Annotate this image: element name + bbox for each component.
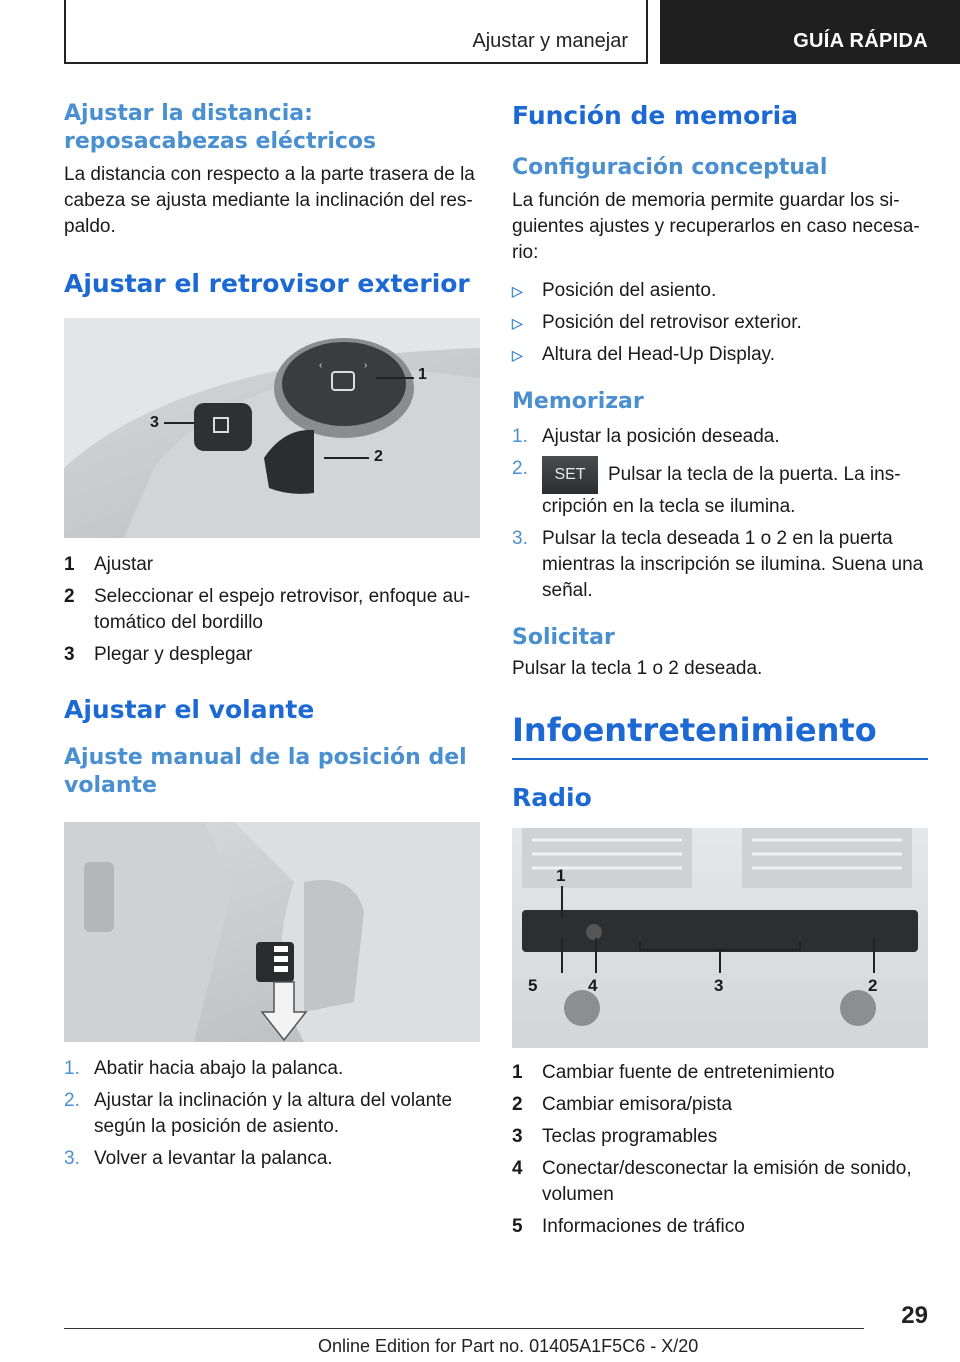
header-section-title: Ajustar y manejar — [472, 30, 628, 52]
memorize-title: Memorizar — [512, 389, 644, 414]
list-item: 2 Seleccionar el espejo retrovisor, enfoque automático del bordillo — [64, 586, 471, 633]
svg-text:›: › — [364, 360, 368, 371]
triangle-bullet-icon: ▷ — [512, 347, 523, 363]
recall-title: Solicitar — [512, 625, 615, 650]
radio-callout-2: 2 — [868, 976, 878, 995]
triangle-bullet-icon: ▷ — [512, 315, 523, 331]
list-item: 2. SET Pulsar la tecla de la puerta. La inscripción en la tecla se ilumina. — [512, 458, 901, 517]
list-item: 1. Ajustar la posición deseada. — [512, 426, 780, 447]
radio-legend-list — [512, 1060, 928, 1240]
headrest-text: La distancia con respecto a la parte trasera de la cabeza se ajusta mediante la inclinación del respaldo. — [64, 164, 475, 237]
radio-callout-5: 5 — [528, 976, 538, 995]
mirror-callout-3: 3 — [150, 414, 159, 431]
list-item: 4 Conectar/desconectar la emisión de sonido, volumen — [512, 1158, 912, 1205]
radio-title: Radio — [512, 783, 592, 812]
list-item: 1 Ajustar — [64, 554, 154, 575]
radio-callout-4: 4 — [588, 976, 598, 995]
header-section-box — [64, 0, 648, 64]
list-item: 1 Cambiar fuente de entretenimiento — [512, 1062, 835, 1083]
footer-edition: Online Edition for Part no. 01405A1F5C6 - X/20 — [318, 1336, 699, 1356]
recall-text: Pulsar la tecla 1 o 2 deseada. — [512, 658, 763, 679]
headrest-title: Ajustar la distancia: reposacabezas eléctricos — [64, 101, 377, 154]
list-item: 2. Ajustar la inclinación y la altura del volante según la posición de asiento. — [64, 1090, 453, 1137]
concept-bullet-list — [512, 278, 928, 368]
mirror-legend-list — [64, 552, 480, 668]
wheel-steps-list — [64, 1056, 480, 1172]
steering-lever-image — [64, 822, 480, 1042]
triangle-bullet-icon: ▷ — [512, 283, 523, 299]
list-item: 3 Plegar y desplegar — [64, 644, 253, 665]
memorize-steps-list — [512, 424, 928, 604]
mirror-callout-1: 1 — [418, 366, 427, 383]
list-item: ▷ Altura del Head-Up Display. — [512, 342, 928, 368]
concept-text: La función de memoria permite guardar los siguientes ajustes y recuperarlos en caso necesario: — [512, 190, 920, 263]
infotainment-title: Infoentretenimiento — [512, 708, 928, 760]
memory-title: Función de memoria — [512, 101, 799, 130]
mirror-control-image — [64, 318, 480, 538]
list-item: 3 Teclas programables — [512, 1126, 718, 1147]
radio-panel-image — [512, 828, 928, 1048]
list-item: ▷ Posición del retrovisor exterior. — [512, 310, 928, 336]
radio-callout-3: 3 — [714, 976, 724, 995]
list-item: 2 Cambiar emisora/pista — [512, 1094, 733, 1115]
mirror-control-illustration — [64, 318, 480, 538]
right-column — [512, 100, 928, 1246]
header-guide-tab — [660, 0, 960, 64]
list-item: 3. Volver a levantar la palanca. — [64, 1148, 333, 1169]
radio-callout-1: 1 — [556, 866, 566, 885]
svg-text:‹: ‹ — [319, 360, 323, 371]
mirror-title: Ajustar el retrovisor exterior — [64, 269, 470, 298]
wheel-subtitle: Ajuste manual de la posición del volante — [64, 745, 467, 798]
concept-title: Configuración conceptual — [512, 155, 828, 180]
list-item: 5 Informaciones de tráfico — [512, 1216, 745, 1237]
radio-panel-illustration — [512, 828, 928, 1048]
list-item: 3. Pulsar la tecla deseada 1 o 2 en la puerta mientras la inscripción se ilumina. Suena una señal. — [512, 528, 924, 601]
page-number: 29 — [901, 1302, 928, 1329]
list-item: ▷ Posición del asiento. — [512, 278, 928, 304]
left-column — [64, 100, 480, 1178]
wheel-title: Ajustar el volante — [64, 695, 315, 724]
set-button-icon: SET — [542, 456, 598, 494]
steering-lever-illustration — [64, 822, 480, 1042]
footer-divider — [64, 1328, 864, 1329]
header-guide-label: GUÍA RÁPIDA — [793, 30, 928, 52]
mirror-callout-2: 2 — [374, 448, 383, 465]
list-item: 1. Abatir hacia abajo la palanca. — [64, 1058, 344, 1079]
